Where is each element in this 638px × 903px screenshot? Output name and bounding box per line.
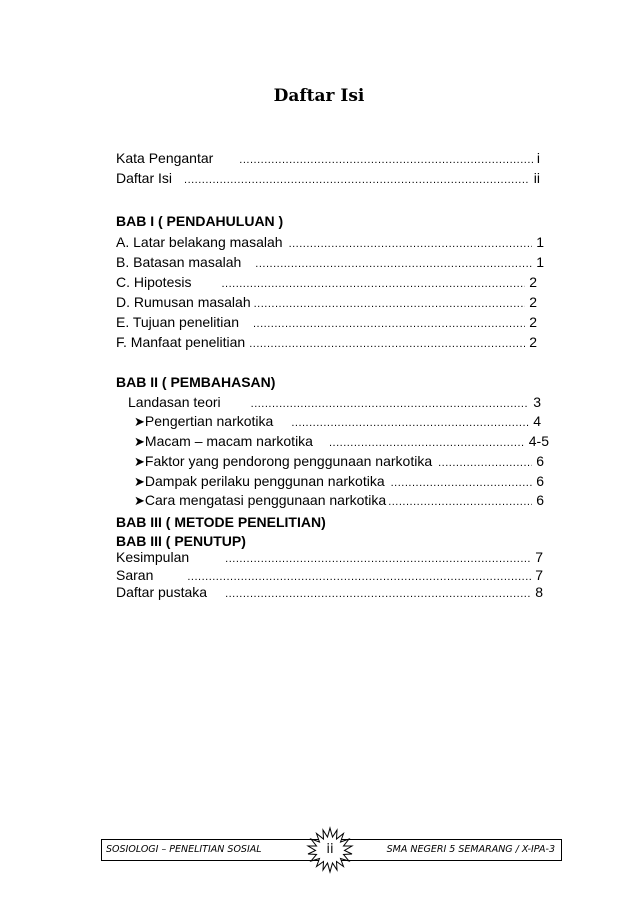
- dot-leader: [291, 414, 529, 433]
- page-number-badge: [306, 826, 354, 874]
- toc-entry-label: Kesimpulan: [116, 549, 190, 565]
- toc-entry-page: 3: [533, 394, 541, 410]
- dot-leader: [438, 454, 532, 473]
- footer-left-text: SOSIOLOGI – PENELITIAN SOSIAL: [106, 844, 262, 855]
- toc-entry-page: 1: [536, 254, 544, 270]
- toc-entry[interactable]: [116, 273, 537, 292]
- dot-leader: [253, 315, 525, 334]
- dot-leader: [221, 275, 525, 294]
- toc-entry[interactable]: [116, 333, 537, 352]
- toc-entry-page: 6: [536, 453, 544, 469]
- toc-entry[interactable]: [116, 169, 540, 188]
- dot-leader: [254, 295, 526, 314]
- page-title: Daftar Isi: [273, 86, 365, 106]
- section-heading-bab2: BAB II ( PEMBAHASAN): [116, 374, 276, 390]
- toc-entry[interactable]: [134, 412, 541, 431]
- toc-entry[interactable]: [116, 583, 543, 602]
- toc-entry[interactable]: [116, 293, 537, 312]
- toc-entry-label: F. Manfaat penelitian: [116, 334, 246, 350]
- toc-entry-page: 2: [529, 314, 537, 330]
- toc-entry-page: 4: [533, 413, 541, 429]
- section-heading-bab3: BAB III ( METODE PENELITIAN): [116, 514, 326, 530]
- toc-entry-page: 4-5: [528, 433, 549, 449]
- toc-entry-label: D. Rumusan masalah: [116, 294, 251, 310]
- dot-leader: [388, 493, 532, 512]
- toc-entry-label: B. Batasan masalah: [116, 254, 242, 270]
- toc-entry[interactable]: [134, 432, 549, 451]
- dot-leader: [184, 171, 530, 190]
- arrow-bullet-icon: ➤: [134, 454, 145, 469]
- dot-leader: [249, 335, 525, 354]
- arrow-bullet-icon: ➤: [134, 414, 145, 429]
- toc-entry-page: 6: [536, 492, 544, 508]
- arrow-bullet-icon: ➤: [134, 434, 145, 449]
- toc-entry-label: Landasan teori: [128, 394, 221, 410]
- toc-entry-label: A. Latar belakang masalah: [116, 234, 283, 250]
- toc-entry[interactable]: [134, 452, 544, 471]
- arrow-bullet-icon: ➤: [134, 474, 145, 489]
- toc-entry-label: Faktor yang pendorong penggunaan narkotika: [144, 453, 433, 469]
- section-heading-bab3-penutup: BAB III ( PENUTUP): [116, 533, 246, 549]
- toc-entry-label: Cara mengatasi penggunaan narkotika: [144, 492, 387, 508]
- toc-entry-page: ii: [533, 170, 540, 186]
- toc-entry-label: Daftar pustaka: [116, 584, 208, 600]
- toc-entry-page: 6: [536, 473, 544, 489]
- toc-entry-label: Kata Pengantar: [116, 150, 214, 166]
- toc-entry-label: Dampak perilaku penggunan narkotika: [144, 473, 385, 489]
- section-heading-bab1: BAB I ( PENDAHULUAN ): [116, 213, 284, 229]
- dot-leader: [239, 151, 533, 170]
- toc-entry[interactable]: [134, 491, 544, 510]
- toc-entry-label: Macam – macam narkotika: [144, 433, 313, 449]
- toc-entry-label: Daftar Isi: [116, 170, 173, 186]
- toc-entry-page: 7: [535, 549, 543, 565]
- toc-entry-page: 2: [529, 334, 537, 350]
- toc-entry-page: 2: [529, 294, 537, 310]
- toc-entry[interactable]: [128, 393, 541, 412]
- arrow-bullet-icon: ➤: [134, 493, 145, 508]
- page-number: ii: [326, 842, 334, 857]
- toc-entry[interactable]: [116, 149, 540, 168]
- dot-leader: [255, 255, 532, 274]
- toc-entry[interactable]: [116, 313, 537, 332]
- toc-entry-page: 8: [535, 584, 543, 600]
- dot-leader: [329, 434, 525, 453]
- footer-right-text: SMA NEGERI 5 SEMARANG / X-IPA-3: [386, 844, 555, 855]
- toc-entry-page: 7: [535, 567, 543, 583]
- toc-entry-label: E. Tujuan penelitian: [116, 314, 239, 330]
- toc-entry-label: C. Hipotesis: [116, 274, 192, 290]
- toc-entry[interactable]: [116, 253, 544, 272]
- toc-entry[interactable]: [116, 548, 543, 567]
- toc-entry-page: i: [536, 150, 540, 166]
- dot-leader: [289, 235, 533, 254]
- toc-entry[interactable]: [134, 472, 544, 491]
- toc-entry-page: 2: [529, 274, 537, 290]
- toc-entry-label: Saran: [116, 567, 154, 583]
- dot-leader: [225, 585, 531, 604]
- toc-entry[interactable]: [116, 233, 544, 252]
- toc-entry-page: 1: [536, 234, 544, 250]
- toc-entry-label: Pengertian narkotika: [144, 413, 274, 429]
